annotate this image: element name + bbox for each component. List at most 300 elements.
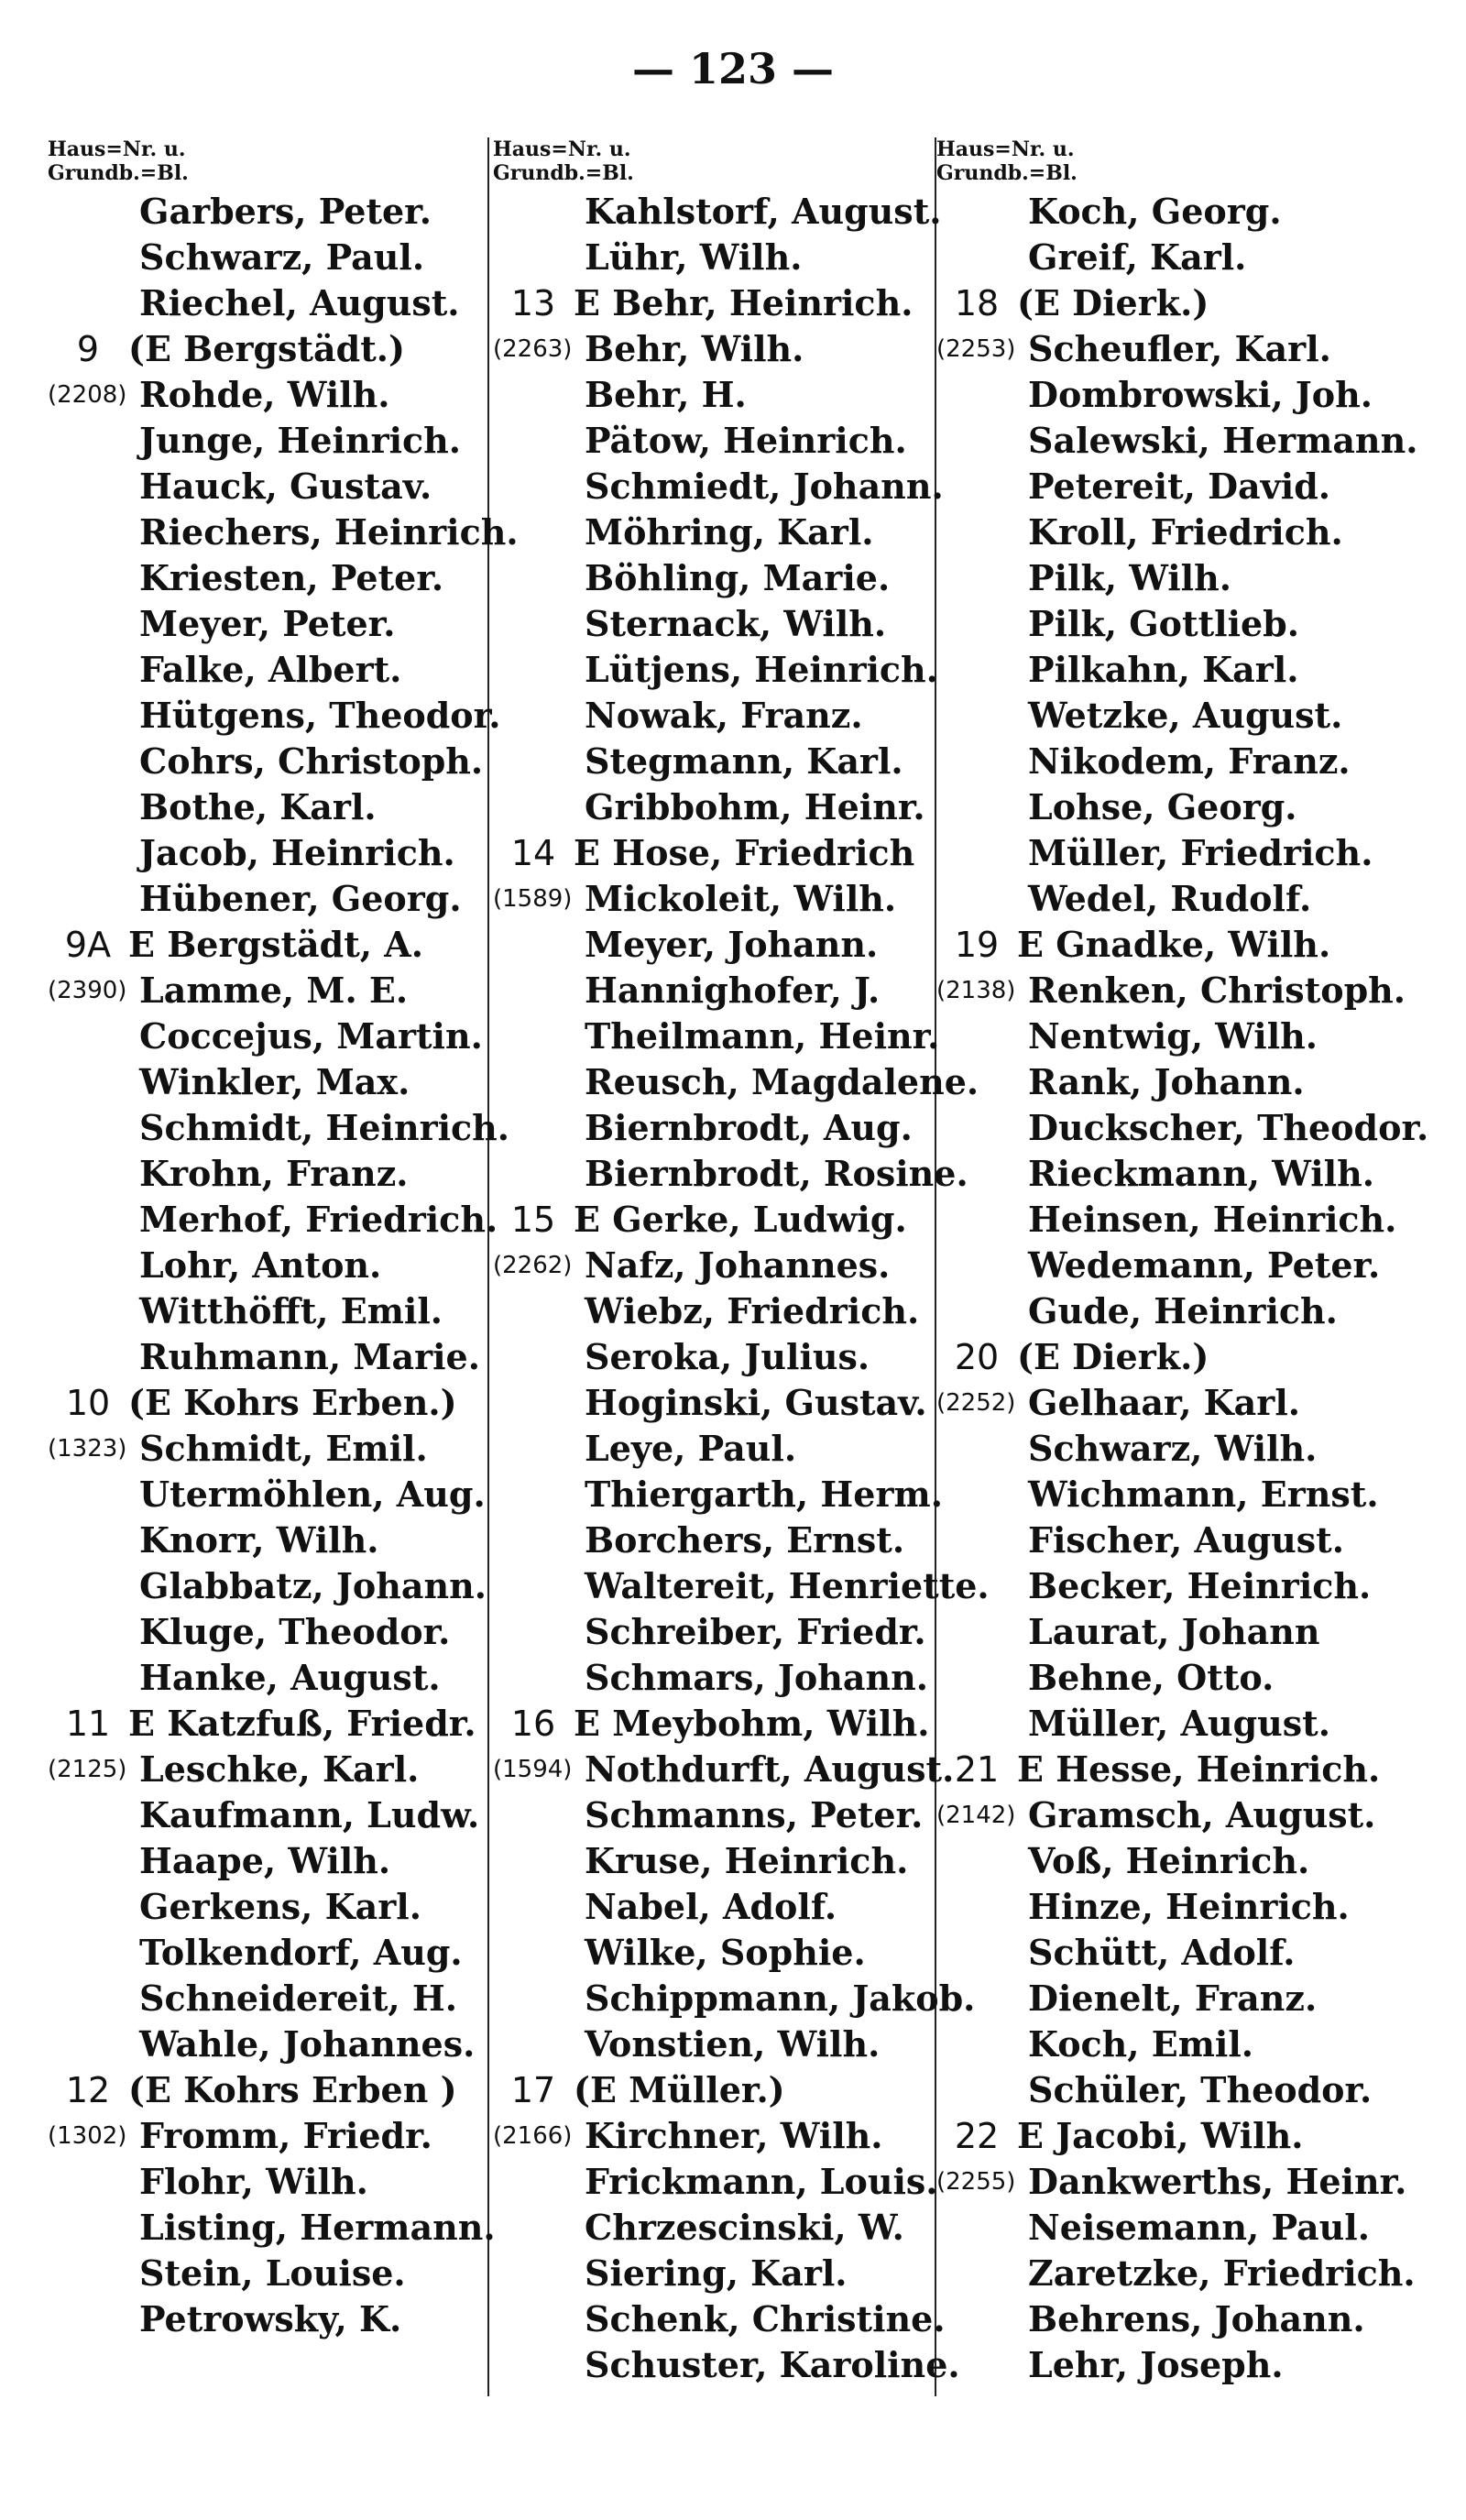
resident-name: Schneidereit, H.	[139, 1978, 457, 2019]
resident-name: Schmars, Johann.	[585, 1657, 928, 1698]
land-register-number: (2262)	[493, 1252, 573, 1279]
resident-entry	[936, 2021, 1431, 2067]
house-entry	[936, 1334, 1431, 1380]
resident-name: Voß, Heinrich.	[1028, 1840, 1310, 1881]
house-entry	[936, 1747, 1431, 1792]
resident-entry	[48, 1930, 478, 1976]
resident-name: Scheufler, Karl.	[1028, 328, 1331, 369]
resident-entry	[48, 1197, 498, 1243]
resident-entry	[48, 2113, 478, 2159]
resident-name: Kahlstorf, August.	[585, 191, 942, 232]
resident-entry	[48, 1334, 478, 1380]
page-number: — 123 —	[631, 44, 835, 93]
resident-name: Kriesten, Peter.	[139, 557, 444, 598]
resident-entry	[48, 784, 478, 830]
resident-entry	[48, 1792, 478, 1838]
resident-name: Schenk, Christine.	[585, 2298, 946, 2339]
house-entry	[48, 1380, 478, 1426]
resident-name: Witthöfft, Emil.	[139, 1290, 443, 1331]
resident-entry	[493, 1838, 933, 1884]
resident-name: Fischer, August.	[1028, 1519, 1344, 1561]
resident-entry	[936, 1517, 1431, 1563]
resident-name: Hoginski, Gustav.	[585, 1382, 927, 1423]
column-header	[936, 137, 1431, 189]
resident-entry	[48, 509, 519, 555]
directory-column-1	[48, 137, 519, 2483]
resident-entry	[493, 1563, 990, 1609]
resident-entry	[936, 2296, 1431, 2342]
resident-entry	[936, 1380, 1431, 1426]
resident-entry	[48, 876, 478, 922]
resident-entry	[493, 555, 933, 601]
resident-entry	[936, 1701, 1431, 1747]
resident-name: Behrens, Johann.	[1028, 2298, 1365, 2339]
resident-entry	[493, 464, 944, 509]
resident-name: Nothdurft, August.	[585, 1748, 955, 1790]
resident-name: Kroll, Friedrich.	[1028, 511, 1343, 553]
resident-name: Hannighofer, J.	[585, 970, 881, 1011]
resident-name: Flohr, Wilh.	[139, 2161, 368, 2202]
resident-name: Pilk, Gottlieb.	[1028, 603, 1299, 644]
resident-entry	[936, 2251, 1431, 2296]
house-number: 10	[65, 1383, 111, 1423]
resident-entry	[936, 1288, 1431, 1334]
house-number: 12	[65, 2070, 111, 2110]
resident-name: Dienelt, Franz.	[1028, 1978, 1318, 2019]
resident-name: Hauck, Gustav.	[139, 466, 432, 507]
resident-entry	[936, 739, 1431, 784]
resident-entry	[936, 1838, 1431, 1884]
resident-name: Lehr, Joseph.	[1028, 2344, 1284, 2385]
resident-entry	[493, 509, 933, 555]
resident-entry	[48, 1884, 478, 1930]
owner-name: E Bergstädt, A.	[128, 924, 423, 965]
resident-entry	[48, 647, 478, 693]
resident-entry	[48, 1013, 483, 1059]
resident-entry	[493, 693, 933, 739]
resident-name: Greif, Karl.	[1028, 236, 1247, 278]
resident-entry	[48, 1517, 478, 1563]
resident-name: Schippmann, Jakob.	[585, 1978, 976, 2019]
resident-name: Wedel, Rudolf.	[1028, 878, 1312, 919]
resident-name: Biernbrodt, Aug.	[585, 1107, 913, 1148]
resident-name: Cohrs, Christoph.	[139, 740, 484, 782]
resident-entry	[493, 1426, 933, 1472]
resident-entry	[48, 1838, 478, 1884]
resident-entry	[493, 1884, 933, 1930]
resident-name: Nabel, Adolf.	[585, 1886, 837, 1927]
house-entry	[936, 280, 1431, 326]
resident-entry	[936, 1472, 1431, 1517]
resident-entry	[936, 1976, 1431, 2021]
resident-name: Meyer, Peter.	[139, 603, 396, 644]
resident-name: Nafz, Johannes.	[585, 1244, 891, 1286]
house-entry	[493, 2067, 933, 2113]
house-entry	[493, 1197, 933, 1243]
resident-name: Utermöhlen, Aug.	[139, 1474, 486, 1515]
house-number: 9A	[64, 925, 112, 965]
resident-name: Lühr, Wilh.	[585, 236, 803, 278]
resident-name: Petereit, David.	[1028, 466, 1330, 507]
resident-entry	[936, 1884, 1431, 1930]
house-entry	[493, 1701, 933, 1747]
resident-entry	[493, 1792, 933, 1838]
resident-entry	[493, 1517, 933, 1563]
resident-name: Petrowsky, K.	[139, 2298, 402, 2339]
resident-name: Reusch, Magdalene.	[585, 1061, 979, 1102]
resident-entry	[493, 235, 933, 280]
resident-name: Leschke, Karl.	[139, 1748, 420, 1790]
resident-name: Schreiber, Friedr.	[585, 1611, 926, 1652]
resident-name: Becker, Heinrich.	[1028, 1565, 1372, 1606]
resident-entry	[493, 647, 938, 693]
column-divider	[487, 137, 489, 2396]
resident-name: Ruhmann, Marie.	[139, 1336, 480, 1377]
resident-entry	[493, 1930, 933, 1976]
land-register-number: (2390)	[48, 977, 127, 1004]
resident-entry	[936, 601, 1431, 647]
resident-name: Hütgens, Theodor.	[139, 695, 501, 736]
resident-entry	[936, 1151, 1431, 1197]
house-number: 18	[954, 283, 1000, 323]
resident-entry	[936, 1059, 1431, 1105]
resident-name: Frickmann, Louis.	[585, 2161, 938, 2202]
resident-entry	[493, 2159, 938, 2205]
house-entry	[936, 922, 1431, 968]
resident-entry	[493, 2205, 933, 2251]
resident-entry	[936, 464, 1431, 509]
resident-name: Garbers, Peter.	[139, 191, 432, 232]
resident-list	[48, 189, 519, 2342]
resident-name: Kruse, Heinrich.	[585, 1840, 909, 1881]
resident-name: Wiebz, Friedrich.	[585, 1290, 920, 1331]
resident-entry	[493, 2251, 933, 2296]
land-register-number: (2208)	[48, 381, 127, 409]
resident-entry	[936, 1197, 1431, 1243]
resident-name: Coccejus, Martin.	[139, 1015, 483, 1057]
resident-name: Hübener, Georg.	[139, 878, 462, 919]
resident-name: Hanke, August.	[139, 1657, 441, 1698]
land-register-number: (2142)	[936, 1802, 1016, 1829]
resident-name: Listing, Hermann.	[139, 2207, 496, 2248]
resident-name: Nikodem, Franz.	[1028, 740, 1351, 782]
resident-entry	[493, 1380, 933, 1426]
owner-name: E Gerke, Ludwig.	[574, 1199, 907, 1240]
resident-name: Nowak, Franz.	[585, 695, 863, 736]
resident-entry	[493, 784, 933, 830]
land-register-number: (1302)	[48, 2122, 127, 2150]
resident-name: Gude, Heinrich.	[1028, 1290, 1338, 1331]
house-entry	[493, 830, 933, 876]
resident-entry	[936, 1013, 1431, 1059]
house-number: 21	[954, 1749, 1000, 1790]
resident-entry	[48, 968, 478, 1013]
resident-name: Renken, Christoph.	[1028, 970, 1406, 1011]
resident-name: Wetzke, August.	[1028, 695, 1343, 736]
resident-name: Möhring, Karl.	[585, 511, 874, 553]
resident-list	[936, 189, 1431, 2388]
land-register-number: (2252)	[936, 1389, 1016, 1417]
resident-entry	[48, 464, 478, 509]
land-register-number: (2253)	[936, 335, 1016, 363]
resident-entry	[48, 1105, 510, 1151]
resident-entry	[936, 2067, 1431, 2113]
resident-name: Behr, H.	[585, 374, 747, 415]
resident-entry	[48, 235, 478, 280]
resident-name: Borchers, Ernst.	[585, 1519, 905, 1561]
resident-name: Stegmann, Karl.	[585, 740, 903, 782]
resident-entry	[936, 1655, 1431, 1701]
land-register-number: (1323)	[48, 1435, 127, 1463]
resident-entry	[493, 1288, 933, 1334]
resident-entry	[493, 1013, 940, 1059]
owner-name: (E Dierk.)	[1017, 1336, 1209, 1377]
resident-name: Bothe, Karl.	[139, 786, 377, 827]
resident-name: Riechers, Heinrich.	[139, 511, 519, 553]
resident-name: Schütt, Adolf.	[1028, 1932, 1296, 1973]
resident-entry	[493, 326, 933, 372]
resident-entry	[936, 1105, 1431, 1151]
resident-name: Tolkendorf, Aug.	[139, 1932, 463, 1973]
resident-name: Hinze, Heinrich.	[1028, 1886, 1350, 1927]
resident-name: Kaufmann, Ludw.	[139, 1794, 480, 1835]
resident-entry	[493, 372, 933, 418]
resident-name: Laurat, Johann	[1028, 1611, 1320, 1652]
resident-name: Salewski, Hermann.	[1028, 420, 1418, 461]
resident-entry	[48, 2205, 496, 2251]
resident-name: Dankwerths, Heinr.	[1028, 2161, 1407, 2202]
resident-name: Schmiedt, Johann.	[585, 466, 944, 507]
resident-name: Lohse, Georg.	[1028, 786, 1297, 827]
resident-name: Gribbohm, Heinr.	[585, 786, 925, 827]
resident-name: Pilk, Wilh.	[1028, 557, 1231, 598]
resident-entry	[493, 922, 933, 968]
resident-name: Koch, Georg.	[1028, 191, 1282, 232]
resident-name: Pilkahn, Karl.	[1028, 649, 1299, 690]
house-entry	[48, 1701, 478, 1747]
resident-name: Kirchner, Wilh.	[585, 2115, 883, 2156]
resident-name: Behne, Otto.	[1028, 1657, 1275, 1698]
resident-entry	[493, 418, 933, 464]
owner-name: E Hose, Friedrich	[574, 832, 915, 873]
resident-name: Wichmann, Ernst.	[1028, 1474, 1379, 1515]
resident-name: Schmanns, Peter.	[585, 1794, 924, 1835]
resident-name: Mickoleit, Wilh.	[585, 878, 897, 919]
resident-name: Wilke, Sophie.	[585, 1932, 866, 1973]
resident-name: Stein, Louise.	[139, 2252, 406, 2294]
resident-entry	[48, 1472, 486, 1517]
resident-name: Falke, Albert.	[139, 649, 402, 690]
resident-name: Schmidt, Emil.	[139, 1428, 428, 1469]
resident-entry	[936, 647, 1431, 693]
resident-entry	[493, 1105, 933, 1151]
resident-name: Wedemann, Peter.	[1028, 1244, 1381, 1286]
resident-name: Kluge, Theodor.	[139, 1611, 451, 1652]
resident-entry	[493, 1472, 943, 1517]
resident-entry	[48, 1747, 478, 1792]
resident-entry	[493, 1609, 933, 1655]
resident-entry	[48, 2251, 478, 2296]
resident-name: Thiergarth, Herm.	[585, 1474, 943, 1515]
resident-name: Seroka, Julius.	[585, 1336, 870, 1377]
resident-entry	[936, 509, 1431, 555]
land-register-number: (1589)	[493, 885, 573, 913]
land-register-number: (1594)	[493, 1756, 573, 1783]
house-number: 13	[510, 283, 556, 323]
resident-entry	[936, 830, 1431, 876]
resident-entry	[493, 1334, 933, 1380]
resident-entry	[936, 555, 1431, 601]
resident-entry	[936, 968, 1431, 1013]
column-header-line: Grundb.=Bl.	[493, 161, 634, 185]
resident-entry	[48, 1243, 478, 1288]
resident-entry	[48, 1609, 478, 1655]
land-register-number: (2125)	[48, 1756, 127, 1783]
resident-entry	[48, 1563, 487, 1609]
resident-name: Meyer, Johann.	[585, 924, 879, 965]
owner-name: E Hesse, Heinrich.	[1017, 1748, 1381, 1790]
resident-entry	[48, 1655, 478, 1701]
resident-entry	[493, 1747, 955, 1792]
resident-name: Rank, Johann.	[1028, 1061, 1305, 1102]
resident-name: Schüler, Theodor.	[1028, 2069, 1373, 2110]
resident-entry	[48, 372, 478, 418]
resident-name: Schmidt, Heinrich.	[139, 1107, 510, 1148]
resident-entry	[936, 2205, 1431, 2251]
owner-name: E Katzfuß, Friedr.	[128, 1703, 476, 1744]
resident-entry	[936, 418, 1431, 464]
house-number: 11	[65, 1704, 111, 1744]
resident-name: Schwarz, Wilh.	[1028, 1428, 1318, 1469]
resident-name: Gelhaar, Karl.	[1028, 1382, 1300, 1423]
resident-name: Pätow, Heinrich.	[585, 420, 907, 461]
resident-entry	[936, 1563, 1431, 1609]
resident-name: Leye, Paul.	[585, 1428, 797, 1469]
resident-entry	[493, 876, 933, 922]
resident-entry	[48, 2159, 478, 2205]
column-header	[493, 137, 933, 189]
resident-name: Lamme, M. E.	[139, 970, 409, 1011]
resident-entry	[48, 739, 484, 784]
resident-name: Gramsch, August.	[1028, 1794, 1376, 1835]
resident-name: Lohr, Anton.	[139, 1244, 382, 1286]
resident-name: Dombrowski, Joh.	[1028, 374, 1373, 415]
land-register-number: (2255)	[936, 2168, 1016, 2196]
resident-entry	[48, 418, 478, 464]
resident-entry	[936, 1792, 1431, 1838]
column-header-line: Haus=Nr. u.	[48, 137, 186, 161]
resident-entry	[936, 2342, 1431, 2388]
resident-entry	[493, 2021, 933, 2067]
resident-name: Rohde, Wilh.	[139, 374, 390, 415]
resident-entry	[48, 601, 478, 647]
column-header-line: Haus=Nr. u.	[493, 137, 631, 161]
land-register-number: (2166)	[493, 2122, 573, 2150]
resident-entry	[48, 2021, 478, 2067]
resident-entry	[48, 555, 478, 601]
house-number: 14	[510, 833, 556, 873]
house-number: 16	[510, 1704, 556, 1744]
land-register-number: (2263)	[493, 335, 573, 363]
resident-name: Lütjens, Heinrich.	[585, 649, 938, 690]
resident-name: Böhling, Marie.	[585, 557, 891, 598]
resident-name: Müller, Friedrich.	[1028, 832, 1373, 873]
owner-name: (E Dierk.)	[1017, 282, 1209, 323]
resident-name: Biernbrodt, Rosine.	[585, 1153, 968, 1194]
owner-name: E Jacobi, Wilh.	[1017, 2115, 1304, 2156]
resident-name: Heinsen, Heinrich.	[1028, 1199, 1397, 1240]
resident-name: Koch, Emil.	[1028, 2023, 1254, 2065]
resident-entry	[493, 189, 942, 235]
house-number: 22	[954, 2116, 1000, 2156]
house-number: 15	[510, 1200, 556, 1240]
resident-name: Haape, Wilh.	[139, 1840, 391, 1881]
house-entry	[48, 2067, 478, 2113]
resident-name: Neisemann, Paul.	[1028, 2207, 1370, 2248]
resident-entry	[936, 1930, 1431, 1976]
resident-entry	[48, 830, 478, 876]
resident-entry	[936, 1243, 1431, 1288]
resident-entry	[48, 280, 478, 326]
owner-name: (E Kohrs Erben.)	[128, 1382, 457, 1423]
owner-name: E Behr, Heinrich.	[574, 282, 914, 323]
resident-entry	[48, 1151, 478, 1197]
resident-entry	[493, 1059, 979, 1105]
house-entry	[936, 2113, 1431, 2159]
house-number: 17	[510, 2070, 556, 2110]
owner-name: E Meybohm, Wilh.	[574, 1703, 930, 1744]
resident-entry	[493, 601, 933, 647]
resident-entry	[48, 1976, 478, 2021]
resident-entry	[493, 1151, 968, 1197]
resident-name: Glabbatz, Johann.	[139, 1565, 487, 1606]
resident-name: Sternack, Wilh.	[585, 603, 887, 644]
resident-name: Behr, Wilh.	[585, 328, 804, 369]
resident-name: Duckscher, Theodor.	[1028, 1107, 1429, 1148]
resident-name: Waltereit, Henriette.	[585, 1565, 990, 1606]
column-header-line: Grundb.=Bl.	[48, 161, 189, 185]
house-number: 9	[76, 329, 100, 369]
house-number: 20	[954, 1337, 1000, 1377]
resident-entry	[493, 739, 933, 784]
resident-name: Krohn, Franz.	[139, 1153, 409, 1194]
resident-entry	[936, 235, 1431, 280]
house-number: 19	[954, 925, 1000, 965]
house-entry	[48, 922, 478, 968]
resident-name: Riechel, August.	[139, 282, 460, 323]
resident-entry	[936, 1609, 1431, 1655]
resident-name: Fromm, Friedr.	[139, 2115, 432, 2156]
resident-name: Wahle, Johannes.	[139, 2023, 476, 2065]
resident-name: Jacob, Heinrich.	[139, 832, 455, 873]
resident-entry	[493, 2113, 933, 2159]
owner-name: (E Müller.)	[574, 2069, 785, 2110]
resident-name: Nentwig, Wilh.	[1028, 1015, 1318, 1057]
resident-entry	[48, 2296, 478, 2342]
resident-entry	[493, 968, 933, 1013]
resident-name: Zaretzke, Friedrich.	[1028, 2252, 1416, 2294]
resident-entry	[48, 693, 501, 739]
house-entry	[48, 326, 478, 372]
resident-entry	[48, 189, 478, 235]
house-entry	[493, 280, 933, 326]
resident-entry	[936, 2159, 1431, 2205]
owner-name: (E Kohrs Erben )	[128, 2069, 457, 2110]
resident-entry	[936, 693, 1431, 739]
resident-name: Schuster, Karoline.	[585, 2344, 960, 2385]
directory-column-3	[936, 137, 1431, 2483]
column-header-line: Haus=Nr. u.	[936, 137, 1075, 161]
